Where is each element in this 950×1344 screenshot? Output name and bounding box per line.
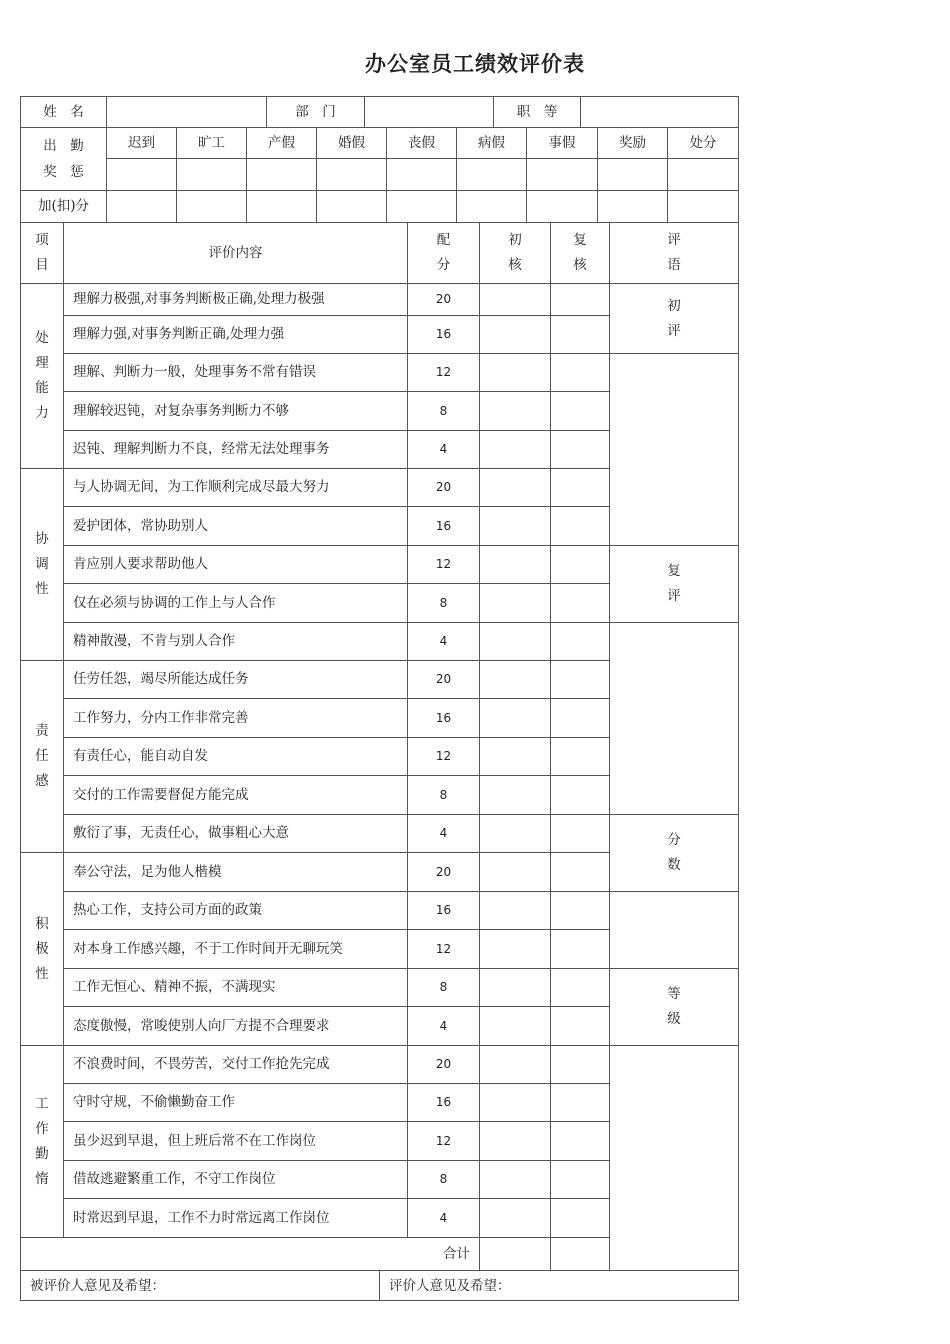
attendance-value[interactable] <box>667 158 738 190</box>
adjust-value[interactable] <box>106 190 176 222</box>
first-check-input[interactable] <box>479 737 550 775</box>
criterion-score <box>407 660 479 698</box>
review-check-input[interactable] <box>550 814 609 852</box>
review-check-input[interactable] <box>550 852 609 891</box>
item-header <box>20 222 63 283</box>
criterion-score-text: 4 <box>439 1018 448 1033</box>
section-initiative-label-char: 性 <box>35 965 49 982</box>
first-check-input[interactable] <box>479 968 550 1006</box>
review-check-header-char: 核 <box>573 257 587 273</box>
criterion-score-text: 4 <box>439 1210 448 1225</box>
criterion-text <box>63 430 407 468</box>
criterion-text-text: 态度傲慢，常唆使别人向厂方提不合理要求 <box>73 1017 330 1034</box>
criterion-text <box>63 1160 407 1198</box>
review-check-input[interactable] <box>550 283 609 315</box>
criterion-score-text: 12 <box>435 941 452 956</box>
criterion-text-text: 肯应别人要求帮助他人 <box>73 556 208 573</box>
section-initiative-label-char: 积 <box>35 915 49 932</box>
first-check-header <box>479 222 550 283</box>
section-responsibility-label <box>20 660 63 852</box>
attendance-col-header-text: 旷工 <box>198 134 225 151</box>
review-check-input[interactable] <box>550 391 609 430</box>
review-check-input[interactable] <box>550 660 609 698</box>
grade-area[interactable] <box>609 1045 738 1270</box>
section-responsibility-label-char: 感 <box>35 773 49 789</box>
attendance-label-line: 出 勤 <box>43 138 84 154</box>
attendance-col-header <box>246 127 316 158</box>
criterion-text-text: 借故逃避繁重工作，不守工作岗位 <box>73 1171 276 1188</box>
criterion-score-text: 16 <box>435 518 452 533</box>
section-processing-label-char: 能 <box>35 380 49 396</box>
first-eval-label-char: 评 <box>667 322 681 339</box>
review-check-input[interactable] <box>550 545 609 583</box>
criterion-text <box>63 929 407 968</box>
criterion-text-text: 奉公守法，足为他人楷模 <box>73 863 222 880</box>
criterion-text-text: 工作努力，分内工作非常完善 <box>73 709 249 726</box>
first-check-input[interactable] <box>479 1045 550 1083</box>
name-value[interactable] <box>106 96 266 127</box>
criterion-text <box>63 1083 407 1121</box>
second-eval-label-char: 复 <box>667 563 681 579</box>
attendance-value[interactable] <box>597 158 667 190</box>
criterion-text-text: 迟钝、理解判断力不良，经常无法处理事务 <box>73 441 330 458</box>
criterion-score <box>407 315 479 353</box>
criterion-score <box>407 583 479 622</box>
criterion-text <box>63 968 407 1006</box>
item-header-char: 项 <box>35 232 49 248</box>
name-label <box>20 96 106 127</box>
first-check-input[interactable] <box>479 430 550 468</box>
table-border-right <box>738 96 739 1301</box>
review-check-input[interactable] <box>550 1198 609 1237</box>
attendance-col-header-text: 迟到 <box>128 134 155 151</box>
criterion-score <box>407 545 479 583</box>
section-coordination-label-char: 性 <box>35 581 49 597</box>
section-processing-label <box>20 283 63 468</box>
second-eval-area[interactable] <box>609 622 738 814</box>
criterion-text <box>63 1121 407 1160</box>
adjust-value[interactable] <box>526 190 597 222</box>
criterion-text-text: 有责任心，能自动自发 <box>73 748 208 765</box>
first-check-input[interactable] <box>479 852 550 891</box>
first-check-input[interactable] <box>479 698 550 737</box>
criterion-score <box>407 929 479 968</box>
criterion-score <box>407 1198 479 1237</box>
grade-label <box>609 968 738 1045</box>
evaluator-opinion-text: 评价人意见及希望： <box>389 1277 511 1294</box>
review-check-header-char: 复 <box>573 232 587 248</box>
criterion-text <box>63 545 407 583</box>
criterion-text-text: 交付的工作需要督促方能完成 <box>73 786 249 803</box>
criterion-text <box>63 660 407 698</box>
item-header-char: 目 <box>35 257 49 273</box>
dept-label <box>266 96 364 127</box>
criterion-score <box>407 1006 479 1045</box>
review-check-input[interactable] <box>550 698 609 737</box>
score-header-char: 配 <box>436 232 451 248</box>
criterion-text-text: 爱护团体，常协助别人 <box>73 517 208 534</box>
criterion-text <box>63 391 407 430</box>
criterion-text-text: 理解较迟钝，对复杂事务判断力不够 <box>73 402 289 419</box>
attendance-label <box>20 127 106 190</box>
comment-header-char: 语 <box>667 257 681 273</box>
first-check-input[interactable] <box>479 775 550 814</box>
attendance-value[interactable] <box>176 158 246 190</box>
criterion-score-text: 12 <box>435 749 452 764</box>
grade-label-char: 级 <box>667 1011 681 1027</box>
criterion-score-text: 8 <box>439 595 448 610</box>
attendance-col-header <box>316 127 386 158</box>
adjust-value[interactable] <box>316 190 386 222</box>
review-check-input[interactable] <box>550 353 609 391</box>
first-check-input[interactable] <box>479 583 550 622</box>
first-check-input[interactable] <box>479 283 550 315</box>
criterion-score <box>407 698 479 737</box>
criterion-text <box>63 468 407 506</box>
comment-header-char: 评 <box>667 232 681 248</box>
review-check-input[interactable] <box>550 929 609 968</box>
score-label-char: 分 <box>667 832 681 848</box>
score-label-char: 数 <box>667 857 681 873</box>
attendance-col-header <box>526 127 597 158</box>
attendance-value[interactable] <box>386 158 456 190</box>
adjust-value[interactable] <box>246 190 316 222</box>
first-check-input[interactable] <box>479 1083 550 1121</box>
review-check-input[interactable] <box>550 1045 609 1083</box>
first-check-input[interactable] <box>479 622 550 660</box>
criterion-score-text: 16 <box>435 710 452 725</box>
criterion-score <box>407 430 479 468</box>
adjust-value[interactable] <box>667 190 738 222</box>
first-check-input[interactable] <box>479 506 550 545</box>
section-diligence-label-char: 惰 <box>35 1170 49 1187</box>
review-check-input[interactable] <box>550 583 609 622</box>
rank-label <box>493 96 580 127</box>
criterion-text <box>63 1006 407 1045</box>
section-diligence-label-char: 工 <box>35 1095 49 1112</box>
section-diligence-label-char: 作 <box>35 1120 49 1137</box>
adjust-label <box>20 190 106 222</box>
review-check-input[interactable] <box>550 506 609 545</box>
evaluatee-opinion[interactable] <box>20 1270 379 1301</box>
criterion-text <box>63 737 407 775</box>
first-check-input[interactable] <box>479 353 550 391</box>
attendance-col-header <box>386 127 456 158</box>
criterion-score <box>407 968 479 1006</box>
score-header <box>407 222 479 283</box>
review-check-input[interactable] <box>550 430 609 468</box>
criterion-score <box>407 353 479 391</box>
review-check-input[interactable] <box>550 1160 609 1198</box>
total-label-text: 合计 <box>443 1245 470 1262</box>
first-check-header-char: 核 <box>508 257 522 273</box>
evaluatee-opinion-text: 被评价人意见及希望： <box>30 1277 165 1294</box>
criterion-text <box>63 698 407 737</box>
review-check-input[interactable] <box>550 737 609 775</box>
section-coordination-label <box>20 468 63 660</box>
criterion-score-text: 20 <box>435 672 452 687</box>
first-eval-label <box>609 283 738 353</box>
first-check-input[interactable] <box>479 545 550 583</box>
criterion-score <box>407 775 479 814</box>
section-initiative-label-char: 极 <box>35 940 49 957</box>
name-label-text: 姓 名 <box>43 103 84 120</box>
dept-label-text: 部 门 <box>295 103 336 120</box>
evaluator-opinion[interactable] <box>379 1270 738 1301</box>
criterion-text <box>63 852 407 891</box>
adjust-value[interactable] <box>597 190 667 222</box>
review-check-input[interactable] <box>550 968 609 1006</box>
attendance-col-header-text: 产假 <box>268 134 295 151</box>
first-eval-label-char: 初 <box>667 297 681 314</box>
criterion-score <box>407 468 479 506</box>
review-check-input[interactable] <box>550 315 609 353</box>
criterion-text <box>63 891 407 929</box>
criterion-score-text: 4 <box>439 826 448 841</box>
first-check-input[interactable] <box>479 660 550 698</box>
section-coordination-label-char: 调 <box>35 556 49 572</box>
review-check-input[interactable] <box>550 891 609 929</box>
section-coordination-label-char: 协 <box>35 531 49 547</box>
criterion-text <box>63 506 407 545</box>
criterion-text-text: 仅在必须与协调的工作上与人合作 <box>73 594 276 611</box>
section-responsibility-label-char: 责 <box>35 723 49 739</box>
first-check-input[interactable] <box>479 1121 550 1160</box>
attendance-col-header-text: 病假 <box>478 134 505 151</box>
criterion-text-text: 理解、判断力一般，处理事务不常有错误 <box>73 364 316 381</box>
criterion-score-text: 20 <box>435 292 452 307</box>
second-eval-label-char: 评 <box>667 588 681 604</box>
criterion-text-text: 任劳任怨，竭尽所能达成任务 <box>73 671 249 688</box>
first-check-header-char: 初 <box>508 232 522 248</box>
table-border-bottom <box>20 1300 739 1301</box>
first-check-input[interactable] <box>479 1006 550 1045</box>
criterion-score <box>407 391 479 430</box>
section-responsibility-label-char: 任 <box>35 748 49 764</box>
criterion-text <box>63 353 407 391</box>
adjust-label-text: 加(扣)分 <box>37 198 90 215</box>
attendance-label-line: 奖 惩 <box>43 164 84 180</box>
criterion-text <box>63 583 407 622</box>
criterion-score <box>407 622 479 660</box>
criterion-text-text: 热心工作，支持公司方面的政策 <box>73 902 262 919</box>
review-check-input[interactable] <box>550 1083 609 1121</box>
attendance-col-header <box>597 127 667 158</box>
criterion-text-text: 工作无恒心、精神不振，不满现实 <box>73 979 276 996</box>
criterion-score <box>407 814 479 852</box>
criterion-score-text: 12 <box>435 1133 452 1148</box>
criterion-text <box>63 1045 407 1083</box>
criterion-text <box>63 775 407 814</box>
section-processing-label-char: 理 <box>35 355 49 371</box>
rank-value[interactable] <box>580 96 738 127</box>
criterion-score-text: 8 <box>439 1172 448 1187</box>
criterion-text-text: 精神散漫，不肯与别人合作 <box>73 633 235 650</box>
attendance-col-header <box>106 127 176 158</box>
score-header-char: 分 <box>436 257 451 273</box>
criterion-score-text: 12 <box>435 557 452 572</box>
criterion-text-text: 时常迟到早退，工作不力时常远离工作岗位 <box>73 1209 330 1226</box>
criterion-score <box>407 506 479 545</box>
attendance-col-header <box>667 127 738 158</box>
criterion-text <box>63 622 407 660</box>
criterion-score-text: 4 <box>439 634 448 649</box>
criterion-text-text: 理解力强,对事务判断正确,处理力强 <box>73 326 285 343</box>
criterion-score <box>407 283 479 315</box>
dept-value[interactable] <box>364 96 493 127</box>
adjust-value[interactable] <box>386 190 456 222</box>
attendance-col-header-text: 丧假 <box>408 134 435 151</box>
score-area[interactable] <box>609 891 738 968</box>
criterion-text-text: 虽少迟到早退，但上班后常不在工作岗位 <box>73 1132 316 1149</box>
criterion-text-text: 对本身工作感兴趣，不于工作时间开无聊玩笑 <box>73 940 343 957</box>
criterion-score <box>407 852 479 891</box>
second-eval-label <box>609 545 738 622</box>
rank-label-text: 职 等 <box>516 103 558 120</box>
adjust-value[interactable] <box>456 190 526 222</box>
grade-label-char: 等 <box>667 986 681 1002</box>
criterion-score <box>407 1121 479 1160</box>
criterion-text <box>63 814 407 852</box>
criterion-score-text: 4 <box>439 442 448 457</box>
review-check-header <box>550 222 609 283</box>
attendance-value[interactable] <box>106 158 176 190</box>
attendance-value[interactable] <box>246 158 316 190</box>
attendance-col-header <box>456 127 526 158</box>
attendance-value[interactable] <box>316 158 386 190</box>
criterion-text <box>63 1198 407 1237</box>
criterion-text <box>63 315 407 353</box>
attendance-value[interactable] <box>526 158 597 190</box>
first-check-input[interactable] <box>479 1198 550 1237</box>
review-check-input[interactable] <box>550 1121 609 1160</box>
criterion-text-text: 与人协调无间，为工作顺利完成尽最大努力 <box>73 479 330 496</box>
comment-header <box>609 222 738 283</box>
total-first-input[interactable] <box>479 1237 550 1270</box>
criterion-score-text: 20 <box>435 480 452 495</box>
content-header <box>63 222 407 283</box>
section-diligence-label <box>20 1045 63 1237</box>
attendance-col-header-text: 处分 <box>689 134 717 151</box>
adjust-value[interactable] <box>176 190 246 222</box>
criterion-text-text: 敷衍了事，无责任心，做事粗心大意 <box>73 825 289 842</box>
first-eval-area[interactable] <box>609 353 738 545</box>
attendance-col-header-text: 奖励 <box>619 134 646 151</box>
first-check-input[interactable] <box>479 468 550 506</box>
criterion-text-text: 不浪费时间，不畏劳苦，交付工作抢先完成 <box>73 1056 330 1073</box>
review-check-input[interactable] <box>550 622 609 660</box>
form-title: 办公室员工绩效评价表 <box>365 52 585 76</box>
section-diligence-label-char: 勤 <box>35 1145 49 1162</box>
criterion-score-text: 8 <box>439 980 448 995</box>
criterion-score-text: 16 <box>435 1095 452 1110</box>
criterion-score-text: 16 <box>435 903 452 918</box>
first-check-input[interactable] <box>479 814 550 852</box>
criterion-score-text: 20 <box>435 1057 452 1072</box>
criterion-score-text: 20 <box>435 864 452 879</box>
criterion-score-text: 16 <box>435 327 452 342</box>
attendance-col-header <box>176 127 246 158</box>
first-check-input[interactable] <box>479 391 550 430</box>
section-initiative-label <box>20 852 63 1045</box>
score-label <box>609 814 738 891</box>
criterion-text-text: 理解力极强,对事务判断极正确,处理力极强 <box>73 291 325 308</box>
criterion-score <box>407 1045 479 1083</box>
first-check-input[interactable] <box>479 315 550 353</box>
content-header-text: 评价内容 <box>208 244 263 261</box>
criterion-score-text: 8 <box>439 403 448 418</box>
criterion-score <box>407 891 479 929</box>
total-label <box>20 1237 479 1270</box>
first-check-input[interactable] <box>479 929 550 968</box>
review-check-input[interactable] <box>550 1006 609 1045</box>
attendance-col-header-text: 婚假 <box>338 134 365 151</box>
review-check-input[interactable] <box>550 468 609 506</box>
criterion-score <box>407 1083 479 1121</box>
criterion-text <box>63 283 407 315</box>
first-check-input[interactable] <box>479 1160 550 1198</box>
section-processing-label-char: 力 <box>35 405 49 421</box>
criterion-text-text: 守时守规，不偷懒勤奋工作 <box>73 1094 235 1111</box>
section-processing-label-char: 处 <box>35 330 49 346</box>
attendance-value[interactable] <box>456 158 526 190</box>
criterion-score <box>407 737 479 775</box>
criterion-score <box>407 1160 479 1198</box>
criterion-score-text: 8 <box>439 787 448 802</box>
review-check-input[interactable] <box>550 775 609 814</box>
criterion-score-text: 12 <box>435 365 452 380</box>
attendance-col-header-text: 事假 <box>548 134 576 151</box>
total-review-input[interactable] <box>550 1237 609 1270</box>
first-check-input[interactable] <box>479 891 550 929</box>
